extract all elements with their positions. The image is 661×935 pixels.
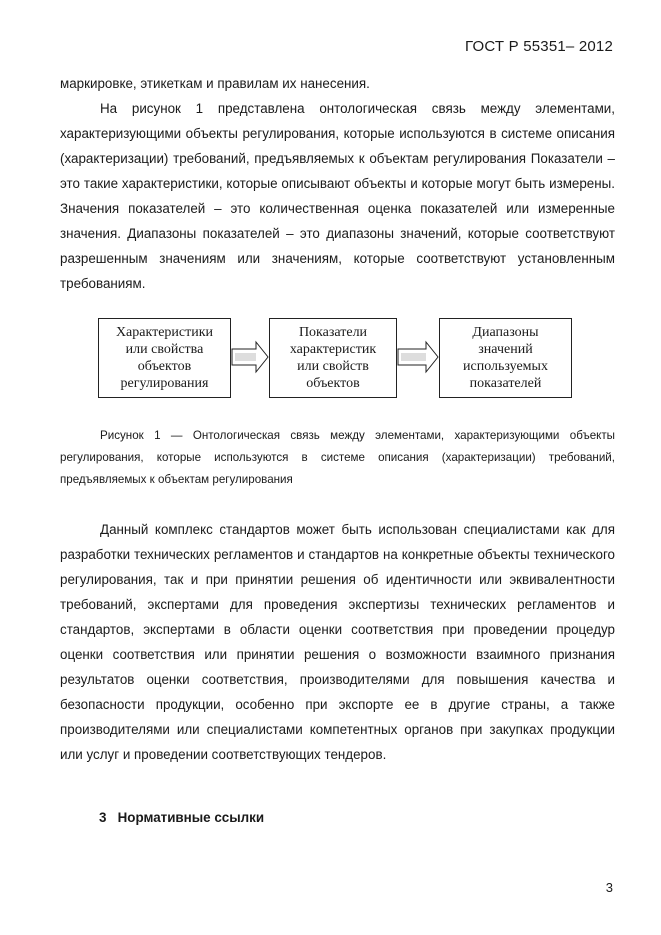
diagram-box-characteristics [98, 318, 231, 398]
diagram-box-indicators [269, 318, 397, 398]
body-text-top [60, 71, 615, 296]
diagram-box-indicators-label: Показатели характеристик или свойств объектов [289, 325, 377, 391]
section-heading: 3 Нормативные ссылки [99, 810, 265, 825]
paragraph-figure-intro: На рисунок 1 представлена онтологическая связь между элементами, характеризующими объекты регулирования, которые используются в системе описания (характеризации) требований, предъявляемых к объектам регулирования Показатели – это такие характеристики, которые описывают объекты и которые могут быть измерены. Значения показателей – это количественная оценка показателей или измеренные значения. Диапазоны показателей – это диапазоны значений, которые соответствуют разрешенным значениям или значениям, которые соответствуют установленным требованиям. [60, 101, 615, 291]
paragraph-usage: Данный комплекс стандартов может быть использован специалистами как для разработки технических регламентов и стандартов на конкретные объекты технического регулирования, так и при принятии решения об идентичности или эквивалентности требований, экспертами для проведения экспертизы технических регламентов и стандартов, экспертами в области оценки соответствия при проведении процедур оценки соответствия или принятии решения о возможности взаимного признания результатов оценки соответствия, производителями для повышения качества и безопасности продукции, особенно при экспорте ее в другие страны, а также производителями или специалистами компетентных органов при закупках продукции или услуг и проведении соответствующих тендеров. [60, 522, 615, 762]
arrow-right-icon [231, 340, 269, 374]
diagram-box-ranges [439, 318, 572, 398]
diagram-box-ranges-label: Диапазоны значений используемых показателей [463, 325, 548, 391]
diagram-box-characteristics-label: Характеристики или свойства объектов регулирования [115, 325, 214, 391]
body-text-bottom [60, 517, 615, 767]
ontology-diagram [98, 318, 573, 400]
document-header: ГОСТ Р 55351– 2012 [465, 38, 613, 55]
page-number: 3 [605, 880, 613, 895]
continued-line: маркировке, этикеткам и правилам их нанесения. [60, 76, 370, 91]
arrow-right-icon [397, 340, 439, 374]
figure-caption: Рисунок 1 — Онтологическая связь между элементами, характеризующими объекты регулирования, которые используются в системе описания (характеризации) требований, предъявляемых к объектам регулирования [60, 429, 615, 486]
